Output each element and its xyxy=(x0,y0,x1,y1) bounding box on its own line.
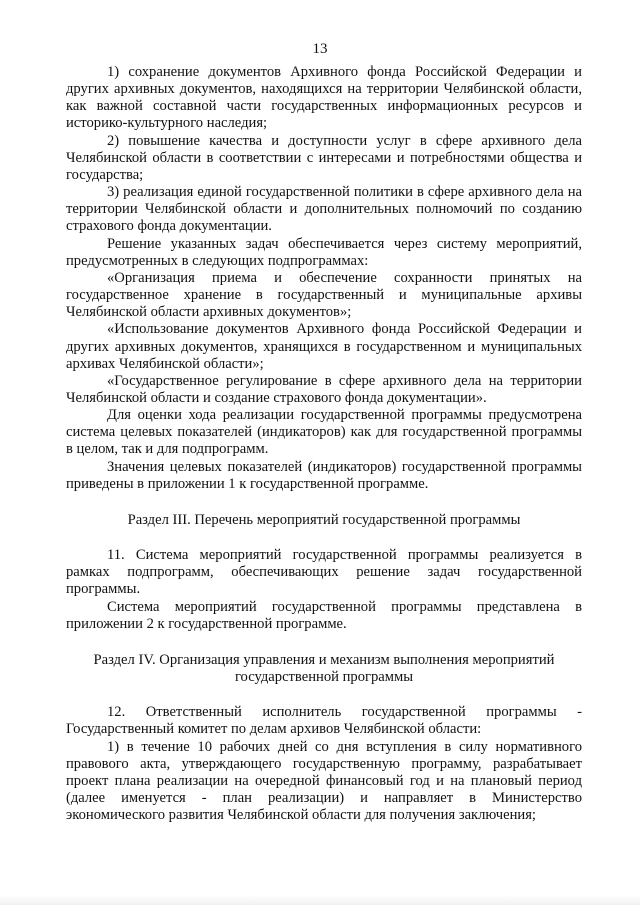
page-number: 13 xyxy=(312,41,328,57)
paragraph: «Государственное регулирование в сфере архивного дела на территории Челябинской области и создание страхового фонда документации». xyxy=(66,372,582,406)
paragraph: Значения целевых показателей (индикаторов) государственной программы приведены в приложении 1 к государственной программе. xyxy=(66,458,582,492)
paragraph: 2) повышение качества и доступности услуг в сфере архивного дела Челябинской области в соответствии с интересами и потребностями общества и государства; xyxy=(66,132,582,183)
page-bottom-edge xyxy=(0,895,640,905)
document-body xyxy=(66,64,582,824)
section-heading-line: Раздел IV. Организация управления и механизм выполнения мероприятий xyxy=(93,651,555,668)
section-heading-line: государственной программы xyxy=(234,669,414,686)
paragraph: «Использование документов Архивного фонда Российской Федерации и других архивных документов, хранящихся в государственном и муниципальных архивах Челябинской области»; xyxy=(66,321,582,372)
section-heading-3 xyxy=(66,512,582,529)
paragraph: Для оценки хода реализации государственной программы предусмотрена система целевых показателей (индикаторов) как для государственной программы в целом, так и для подпрограмм. xyxy=(66,407,582,458)
paragraph: Решение указанных задач обеспечивается через систему мероприятий, предусмотренных в следующих подпрограммах: xyxy=(66,235,582,269)
paragraph: 12. Ответственный исполнитель государственной программы - Государственный комитет по делам архивов Челябинской области: xyxy=(66,704,582,738)
paragraph: 11. Система мероприятий государственной программы реализуется в рамках подпрограмм, обеспечивающих решение задач государственной программы. xyxy=(66,547,582,598)
paragraph: 3) реализация единой государственной политики в сфере архивного дела на территории Челябинской области и дополнительных полномочий по созданию страхового фонда документации. xyxy=(66,184,582,235)
paragraph: 1) в течение 10 рабочих дней со дня вступления в силу нормативного правового акта, утверждающего государственную программу, разрабатывает проект плана реализации на очередной финансовый год и на плановый период (далее именуется - план реализации) и направляет в Министерство экономического развития Челябинской области для получения заключения; xyxy=(66,738,582,824)
paragraph: 1) сохранение документов Архивного фонда Российской Федерации и других архивных документов, находящихся на территории Челябинской области, как важной составной части государственных информационных ресурсов и историко-культурного наследия; xyxy=(66,64,582,132)
section-heading-4 xyxy=(66,652,582,686)
paragraph: «Организация приема и обеспечение сохранности принятых на государственное хранение в государственный и муниципальные архивы Челябинской области архивных документов»; xyxy=(66,269,582,321)
paragraph: Система мероприятий государственной программы представлена в приложении 2 к государственной программе. xyxy=(66,598,582,632)
section-heading-text: Раздел III. Перечень мероприятий государственной программы xyxy=(127,511,521,528)
